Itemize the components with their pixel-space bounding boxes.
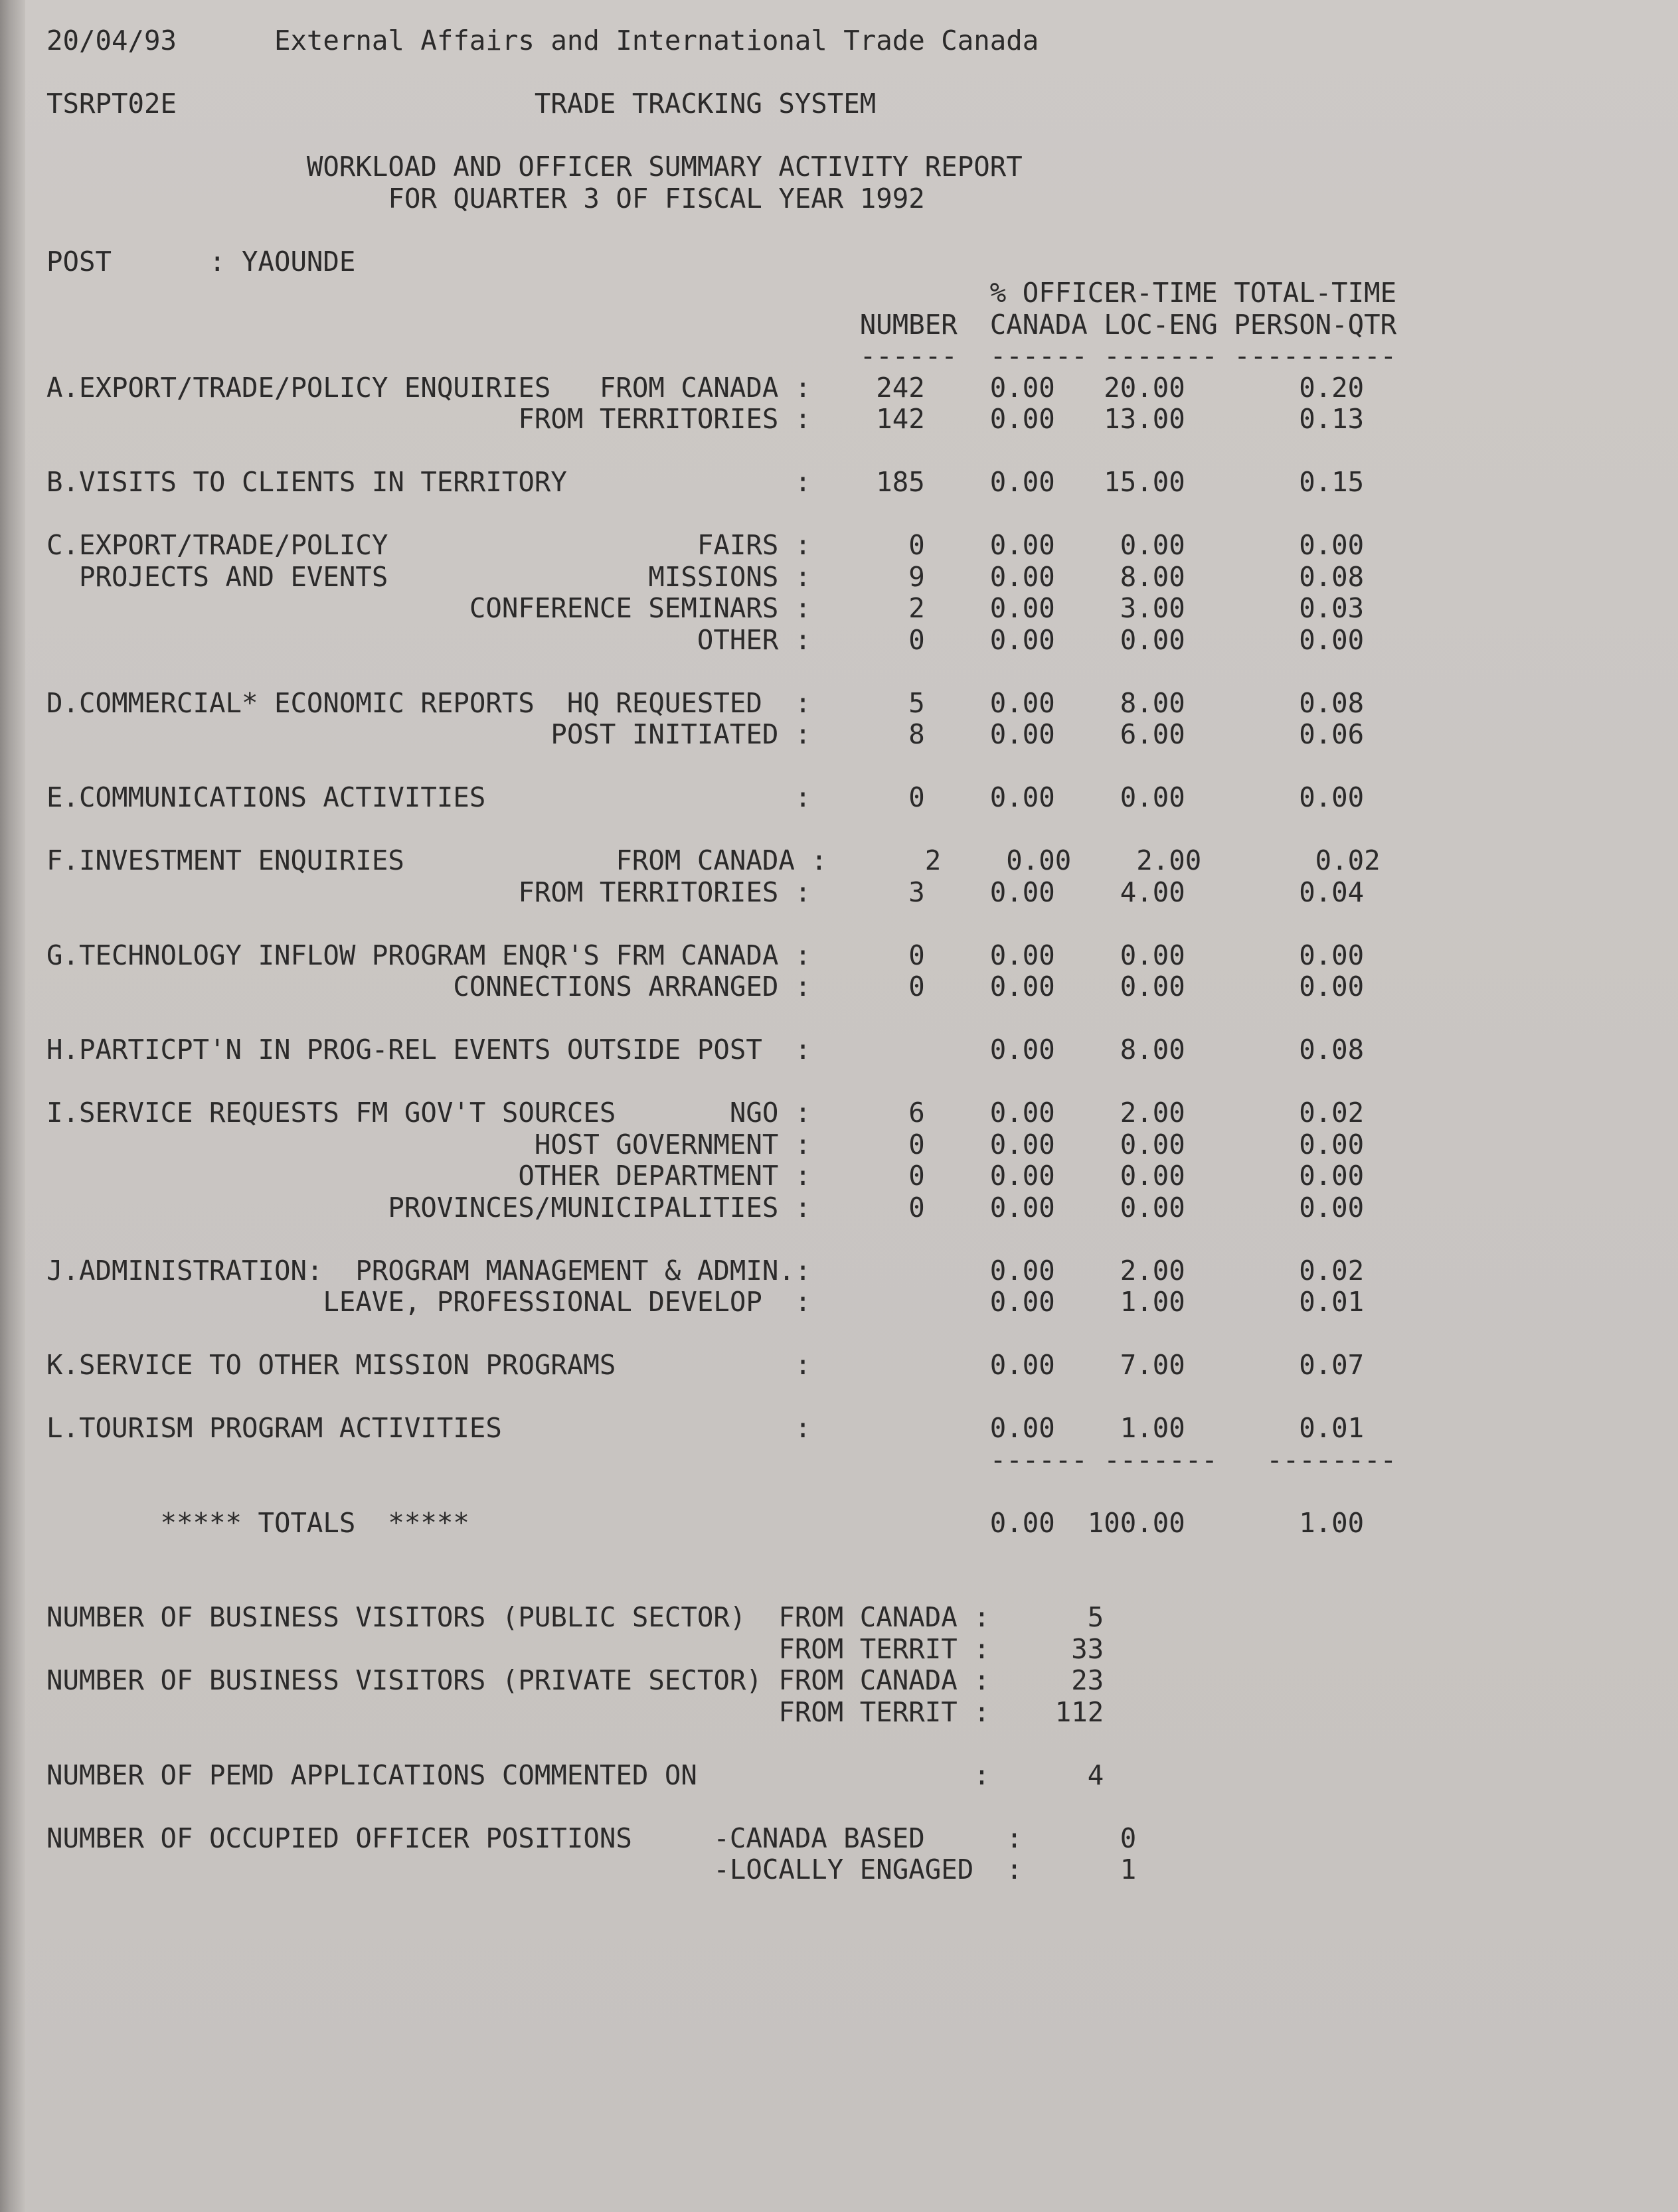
report-line: LEAVE, PROFESSIONAL DEVELOP : 0.00 1.00 0.01 — [46, 1286, 1365, 1318]
report-line: POST INITIATED : 8 0.00 6.00 0.06 — [46, 718, 1365, 750]
blank-line — [46, 1003, 1396, 1035]
report-line: NUMBER OF PEMD APPLICATIONS COMMENTED ON : 4 — [46, 1759, 1104, 1791]
report-line: B.VISITS TO CLIENTS IN TERRITORY : 185 0.00 15.00 0.15 — [46, 466, 1365, 498]
report-line: FROM TERRITORIES : 142 0.00 13.00 0.13 — [46, 403, 1365, 435]
report-line: FROM TERRIT : 112 — [46, 1696, 1104, 1728]
report-line: ------ ------ ------- ---------- — [46, 340, 1397, 372]
report-line: OTHER : 0 0.00 0.00 0.00 — [46, 623, 1365, 656]
report-line: L.TOURISM PROGRAM ACTIVITIES : 0.00 1.00 0.01 — [46, 1412, 1365, 1444]
blank-line — [46, 1791, 1396, 1823]
report-line: NUMBER OF OCCUPIED OFFICER POSITIONS -CANADA BASED : 0 — [46, 1822, 1137, 1854]
report-line: NUMBER CANADA LOC-ENG PERSON-QTR — [46, 308, 1397, 341]
report-line: I.SERVICE REQUESTS FM GOV'T SOURCES NGO : 6 0.00 2.00 0.02 — [46, 1097, 1365, 1129]
blank-line — [46, 1571, 1396, 1603]
report-line: ------ ------- -------- — [46, 1443, 1397, 1476]
report-line: PROJECTS AND EVENTS MISSIONS : 9 0.00 8.00 0.08 — [46, 560, 1365, 593]
blank-line — [46, 214, 1396, 246]
report-line: -LOCALLY ENGAGED : 1 — [46, 1854, 1137, 1885]
report-line: J.ADMINISTRATION: PROGRAM MANAGEMENT & ADMIN.: 0.00 2.00 0.02 — [46, 1254, 1365, 1287]
report-line: C.EXPORT/TRADE/POLICY FAIRS : 0 0.00 0.00 0.00 — [46, 529, 1365, 561]
report-text — [46, 25, 1396, 1886]
report-line: D.COMMERCIAL* ECONOMIC REPORTS HQ REQUESTED : 5 0.00 8.00 0.08 — [46, 686, 1365, 719]
blank-line — [46, 1539, 1396, 1571]
report-line: H.PARTICPT'N IN PROG-REL EVENTS OUTSIDE POST : 0.00 8.00 0.08 — [46, 1034, 1365, 1066]
report-line: TSRPT02E TRADE TRACKING SYSTEM — [46, 88, 877, 119]
blank-line — [46, 120, 1396, 152]
report-line: OTHER DEPARTMENT : 0 0.00 0.00 0.00 — [46, 1160, 1365, 1192]
blank-line — [46, 1066, 1396, 1098]
report-line: A.EXPORT/TRADE/POLICY ENQUIRIES FROM CANADA : 242 0.00 20.00 0.20 — [46, 371, 1365, 404]
blank-line — [46, 435, 1396, 467]
blank-line — [46, 1382, 1396, 1413]
page-binding-edge — [0, 0, 25, 2212]
blank-line — [46, 908, 1396, 940]
blank-line — [46, 499, 1396, 530]
report-line: CONNECTIONS ARRANGED : 0 0.00 0.00 0.00 — [46, 971, 1365, 1002]
report-line: F.INVESTMENT ENQUIRIES FROM CANADA : 2 0.00 2.00 0.02 — [46, 844, 1381, 876]
report-line: FOR QUARTER 3 OF FISCAL YEAR 1992 — [46, 182, 925, 214]
blank-line — [46, 656, 1396, 688]
report-line: NUMBER OF BUSINESS VISITORS (PUBLIC SECTOR) FROM CANADA : 5 — [46, 1601, 1104, 1633]
blank-line — [46, 1476, 1396, 1508]
report-line: HOST GOVERNMENT : 0 0.00 0.00 0.00 — [46, 1128, 1365, 1160]
report-line: K.SERVICE TO OTHER MISSION PROGRAMS : 0.00 7.00 0.07 — [46, 1349, 1365, 1381]
report-line: NUMBER OF BUSINESS VISITORS (PRIVATE SECTOR) FROM CANADA : 23 — [46, 1664, 1104, 1696]
report-line: FROM TERRIT : 33 — [46, 1632, 1104, 1665]
blank-line — [46, 1728, 1396, 1760]
report-line: POST : YAOUNDE — [46, 245, 356, 277]
blank-line — [46, 57, 1396, 89]
report-line: PROVINCES/MUNICIPALITIES : 0 0.00 0.00 0.00 — [46, 1191, 1365, 1224]
report-line: % OFFICER-TIME TOTAL-TIME — [46, 277, 1397, 309]
report-line: G.TECHNOLOGY INFLOW PROGRAM ENQR'S FRM CANADA : 0 0.00 0.00 0.00 — [46, 939, 1365, 971]
report-line: FROM TERRITORIES : 3 0.00 4.00 0.04 — [46, 876, 1365, 908]
blank-line — [46, 1318, 1396, 1350]
report-line: ***** TOTALS ***** 0.00 100.00 1.00 — [46, 1506, 1365, 1539]
blank-line — [46, 1224, 1396, 1255]
report-line: CONFERENCE SEMINARS : 2 0.00 3.00 0.03 — [46, 592, 1365, 624]
blank-line — [46, 814, 1396, 846]
blank-line — [46, 751, 1396, 783]
report-line: WORKLOAD AND OFFICER SUMMARY ACTIVITY REPORT — [46, 151, 1023, 183]
report-line: 20/04/93 External Affairs and International Trade Canada — [46, 25, 1039, 56]
report-line: E.COMMUNICATIONS ACTIVITIES : 0 0.00 0.00 0.00 — [46, 781, 1365, 813]
